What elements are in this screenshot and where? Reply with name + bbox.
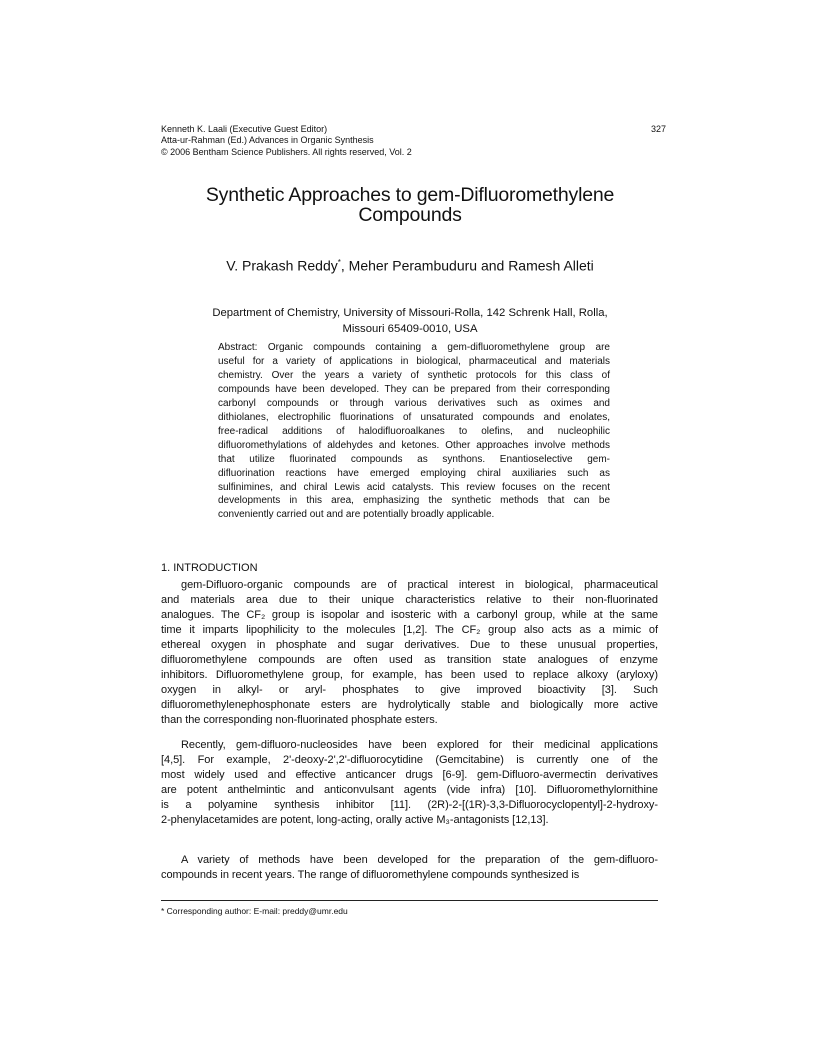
text-line: conveniently carried out and are potentially broadly applicable. <box>218 509 495 521</box>
text-line: sulfinimines, and chiral Lewis acid catalysts. This review focuses on the recent <box>218 481 610 493</box>
text-line: difluoromethylenephosphonate esters are hydrolytically stable and biologically more active <box>161 699 658 711</box>
title-line: Compounds <box>358 204 462 226</box>
header-line: Kenneth K. Laali (Executive Guest Editor) <box>161 124 328 134</box>
text-line: gem-Difluoro-organic compounds are of practical interest in biological, pharmaceutical <box>181 579 658 591</box>
affiliation <box>140 305 680 337</box>
text-line: difluorination reactions have emerged employing chiral auxiliaries such as <box>218 467 610 479</box>
page-number: 327 <box>650 124 666 134</box>
text-line: useful for a variety of applications in biological, pharmaceutical and materials <box>218 355 610 367</box>
body-paragraph <box>161 738 658 828</box>
text-line: [4,5]. For example, 2'-deoxy-2',2'-difluorocytidine (Gemcitabine) is currently one of the <box>161 754 658 766</box>
text-line: difluoromethylene compounds are often used as transition state analogues of enzyme <box>161 654 658 666</box>
affiliation-line: Missouri 65409-0010, USA <box>342 323 478 335</box>
text-line: than the corresponding non-fluorinated phosphate esters. <box>161 714 438 726</box>
text-line: developments in this area, emphasizing the synthetic methods that can be <box>218 495 610 507</box>
paper-title <box>140 185 680 225</box>
section-heading: 1. INTRODUCTION <box>161 562 258 574</box>
text-line: time it imparts lipophilicity to the molecules [1,2]. The CF₂ group also acts as a mimic of <box>161 624 658 636</box>
corresponding-mark: * <box>337 258 341 267</box>
text-line: most widely used and effective anticancer drugs [6-9]. gem-Difluoro-avermectin derivatives <box>161 769 658 781</box>
running-header <box>161 124 412 158</box>
text-line: ethereal oxygen in phosphate and sugar derivatives. Due to these unusual properties, <box>161 639 658 651</box>
header-line: Atta-ur-Rahman (Ed.) Advances in Organic Synthesis <box>161 135 374 146</box>
text-line: are potent anthelmintic and anticonvulsant agents (vide infra) [10]. Difluoromethylornithine <box>161 784 658 796</box>
author-list <box>140 254 680 275</box>
body-paragraph <box>161 853 658 883</box>
text-line: carbonyl compounds or through various derivatives such as oximes and <box>218 397 610 409</box>
text-line: dithiolanes, electrophilic fluorinations of unsaturated compounds and enolates, <box>218 411 610 423</box>
text-line: compounds in recent years. The range of difluoromethylene compounds synthesized is <box>161 869 580 881</box>
text-line: and materials area due to their unique characteristics relative to their non-fluorinated <box>161 594 658 606</box>
footnote: * Corresponding author: E-mail: preddy@umr.edu <box>161 906 348 916</box>
body-paragraph <box>161 578 658 728</box>
affiliation-line: Department of Chemistry, University of Missouri-Rolla, 142 Schrenk Hall, Rolla, <box>212 307 608 319</box>
text-line: compounds have been developed. They can be prepared from their corresponding <box>218 383 610 395</box>
header-line: © 2006 Bentham Science Publishers. All rights reserved, Vol. 2 <box>161 146 412 157</box>
text-line: oxygen in alkyl- or aryl- phosphates to give improved bioactivity [3]. Such <box>161 684 658 696</box>
title-line: Synthetic Approaches to gem-Difluoromethylene <box>205 184 615 206</box>
text-line: difluoromethylations of aldehydes and ketones. Other approaches involve methods <box>218 439 610 451</box>
text-line: Abstract: Organic compounds containing a gem-difluoromethylene group are <box>218 342 610 353</box>
text-line: A variety of methods have been developed for the preparation of the gem-difluoro- <box>181 854 658 866</box>
text-line: analogues. The CF₂ group is isopolar and isosteric with a carbonyl group, while at the same <box>161 609 658 621</box>
author-names: , Meher Perambuduru and Ramesh Alleti <box>340 257 594 274</box>
text-line: free-radical additions of halodifluoroalkanes to olefins, and nucleophilic <box>218 425 610 437</box>
text-line: chemistry. Over the years a variety of synthetic protocols for this class of <box>218 369 610 381</box>
text-line: 2-phenylacetamides are potent, long-acting, orally active M₃-antagonists [12,13]. <box>161 814 549 826</box>
author-name: V. Prakash Reddy <box>226 257 338 274</box>
text-line: Recently, gem-difluoro-nucleosides have been explored for their medicinal applications <box>181 739 658 751</box>
footnote-rule <box>161 900 658 901</box>
text-line: is a polyamine synthesis inhibitor [11]. (2R)-2-[(1R)-3,3-Difluorocyclopentyl]-2-hydroxy- <box>161 799 658 811</box>
text-line: inhibitors. Difluoromethylene group, for example, has been used to replace alkoxy (aryloxy) <box>161 669 658 681</box>
text-line: that utilize fluorinated compounds as synthons. Enantioselective gem- <box>218 453 610 465</box>
abstract <box>218 341 610 522</box>
